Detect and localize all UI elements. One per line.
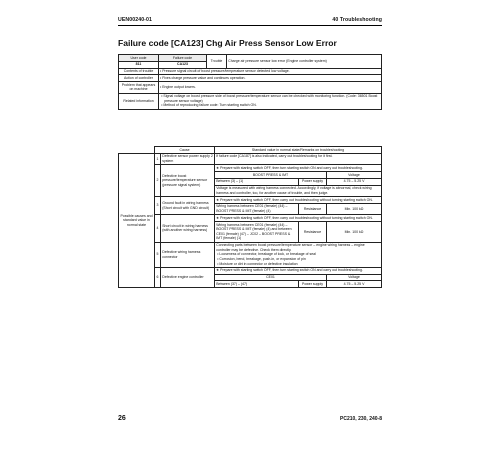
resistance-value: Min. 100 kΩ [327, 203, 382, 214]
header-rule [118, 25, 382, 26]
cause-name: Short circuit in wiring harness (with another wiring harness) [161, 215, 215, 242]
measure-point: Between (37) – (47) [215, 281, 299, 288]
causes-side-label: Possible causes and standard value in normal state [119, 153, 155, 287]
prep-note: ★ Prepare with starting switch OFF, then carry out troubleshooting without turning starting switch ON. [215, 197, 382, 204]
cause-header: Cause [155, 147, 215, 154]
resistance-value: Min. 100 kΩ [327, 222, 382, 243]
info-label: Contents of trouble [119, 68, 159, 75]
cause-no: 5 [155, 242, 161, 267]
cause-remark: If failure code [CA187] is also indicated, carry out troubleshooting for it first. [215, 153, 382, 164]
standard-header: Standard value in normal state/Remarks on troubleshooting [215, 147, 382, 154]
cause-no: 4 [155, 215, 161, 242]
page-title: Failure code [CA123] Chg Air Press Sensor Low Error [118, 38, 337, 48]
info-text: • Fixes charge pressure value and continues operation. [159, 75, 382, 82]
measure-point: Wiring harness between CE01 (female) (44) – BOOST PRESS & IMT (female) (4) [215, 203, 299, 214]
cause-no: 1 [155, 153, 161, 164]
connector-header: BOOST PRESS & IMT [215, 172, 327, 179]
cause-no: 3 [155, 197, 161, 215]
measure-point: Between (3) – (1) [215, 178, 299, 185]
info-text: • Signal voltage on boost pressure side of boost pressure/temperature sensor can be checked with monitoring function. (Code: 36501 Boost pressure sensor voltage) • Method of reproducing failure code: Turn starting switch ON. [159, 93, 382, 109]
cause-name: Defective boost pressure/temperature sensor (pressure signal system) [161, 165, 215, 197]
measure-note: Voltage is measured with wiring harness connected. Accordingly, if voltage is abnormal, check wiring harness and controller, too, for another cause of trouble, and then judge. [215, 185, 382, 196]
machine-model: PC210, 230, 240-8 [340, 416, 382, 422]
page-number: 26 [118, 415, 126, 422]
measure-value: 4.75 – 5.25 V [327, 281, 382, 288]
section-title: 40 Troubleshooting [332, 17, 382, 23]
cause-no: 6 [155, 267, 161, 287]
doc-id: UEN00240-01 [118, 17, 152, 23]
measure-point: Wiring harness between CE01 (female) (44) – BOOST PRESS & IMT (female) (4) and between CE01 (female) (47) – JC02 – BOOST PRESS & IMT (female) (1) [215, 222, 299, 243]
user-code-header: User code [119, 55, 159, 62]
user-code: 811 [119, 61, 159, 68]
prep-note: ★ Prepare with starting switch OFF, then turn starting switch ON and carry out troubleshooting. [215, 165, 382, 172]
cause-name: Defective sensor power supply 2 system [162, 154, 213, 163]
voltage-header: Voltage [327, 274, 382, 281]
info-text: • Pressure signal circuit of boost pressure/temperature sensor detected low voltage. [159, 68, 382, 75]
failure-code-header: Failure code [159, 55, 207, 62]
measure-condition: Power supply [299, 281, 327, 288]
voltage-header: Voltage [327, 172, 382, 179]
info-text: • Engine output lowers. [159, 82, 382, 93]
measure-condition: Power supply [299, 178, 327, 185]
causes-table [118, 146, 382, 288]
trouble-header: Trouble [207, 55, 227, 69]
cause-name: Defective engine controller [161, 267, 215, 287]
cause-name: Ground fault in wiring harness (Short circuit with GND circuit) [161, 197, 215, 215]
prep-note: ★ Prepare with starting switch OFF, then carry out troubleshooting without turning starting switch ON. [215, 215, 382, 222]
info-label: Related information [119, 93, 159, 109]
connector-header: CE01 [215, 274, 327, 281]
blank-corner [119, 147, 155, 154]
info-label: Action of controller [119, 75, 159, 82]
resistance-label: Resistance [299, 222, 327, 243]
resistance-label: Resistance [299, 203, 327, 214]
trouble-text: Charge air pressure sensor low error (Engine controller system) [227, 55, 382, 69]
cause-no: 2 [155, 165, 161, 197]
prep-note: ★ Prepare with starting switch OFF, then turn starting switch ON and carry out troubleshooting. [215, 267, 382, 274]
failure-info-table [118, 54, 382, 110]
failure-code: CA123 [159, 61, 207, 68]
info-label: Problem that appears on machine [119, 82, 159, 93]
connector-check-text: Connecting parts between boost pressure/temperature sensor – engine wiring harness – engine controller may be defective. Check them directly. • Looseness of connector, breakage of lock, or breakage of seal • Corrosion, bend, breakage, push-in, or expansion of pin • Moisture or dirt in connector or defective insulation [215, 242, 382, 267]
measure-value: 4.75 – 5.25 V [327, 178, 382, 185]
cause-name: Defective wiring harness connector [161, 242, 215, 267]
